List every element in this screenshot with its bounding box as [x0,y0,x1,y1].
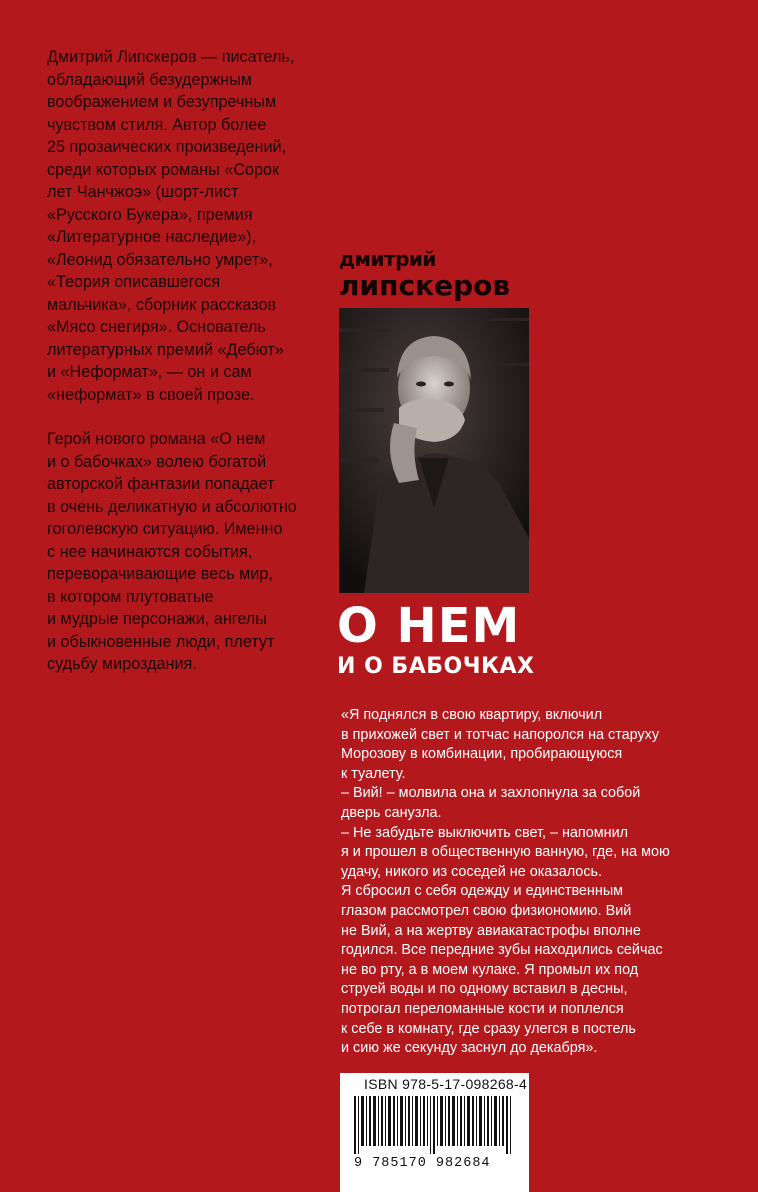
book-excerpt: «Я поднялся в свою квартиру, включил в прихожей свет и тотчас напоролся на старуху Морозову в комбинации, пробирающуюся к туалету. – Вий! – молвила она и захлопнула за собой дверь санузла. – Не забудьте выключить свет, – напомнил я и прошел в общественную ванную, где, на мою удачу, никого из соседей не оказалось. Я сбросил с себя одежду и единственным глазом рассмотрел свою физиономию. Вий не Вий, а на жертву авиакатастрофы вполне годился. Все передние зубы находились сейчас не во рту, а в моем кулаке. Я промыл их под струей воды и по одному вставил в десны, потрогал переломанные кости и поплелся к себе в комнату, где сразу улегся в постель и сию же секунду заснул до декабря». [341,707,670,1057]
author-last-name: липскеров [339,269,511,302]
author-photo [339,308,529,593]
bio-paragraph-2: Герой нового романа «О нем и о бабочках» волею богатой авторской фантазии попадает в очень деликатную и абсолютно гоголевскую ситуацию. Именно с нее начинаются события, переворачивающие весь мир, в котором плутоватые и мудрые персонажи, ангелы и обыкновенные люди, плетут судьбу мироздания. [47,430,297,673]
author-first-name: дмитрий [339,247,436,271]
bio-paragraph-1: Дмитрий Липскеров — писатель, обладающий безудержным воображением и безупречным чувством стиля. Автор более 25 прозаических произведений, среди которых романы «Сорок лет Чанчжоэ» (шорт-лист «Русского Букера», премия «Литературное наследие»), «Леонид обязательно умрет», «Теория описавшегося мальчика», сборник рассказов «Мясо снегиря». Основатель литературных премий «Дебют» и «Неформат», — он и сам «неформат» в своей прозе. [47,48,295,404]
isbn-barcode [340,1073,529,1192]
isbn-label: ISBN 978-5-17-098268-4 [364,1076,528,1092]
book-title-sub: И О БАБОЧКАХ [337,654,535,679]
book-title-main: О НЕМ [337,598,521,654]
book-title [337,598,534,680]
author-bio [47,46,337,698]
author-name [339,247,510,301]
barcode-icon [350,1096,518,1154]
author-portrait-image [339,308,529,593]
barcode-digits: 9 785170 982684 [354,1156,491,1171]
